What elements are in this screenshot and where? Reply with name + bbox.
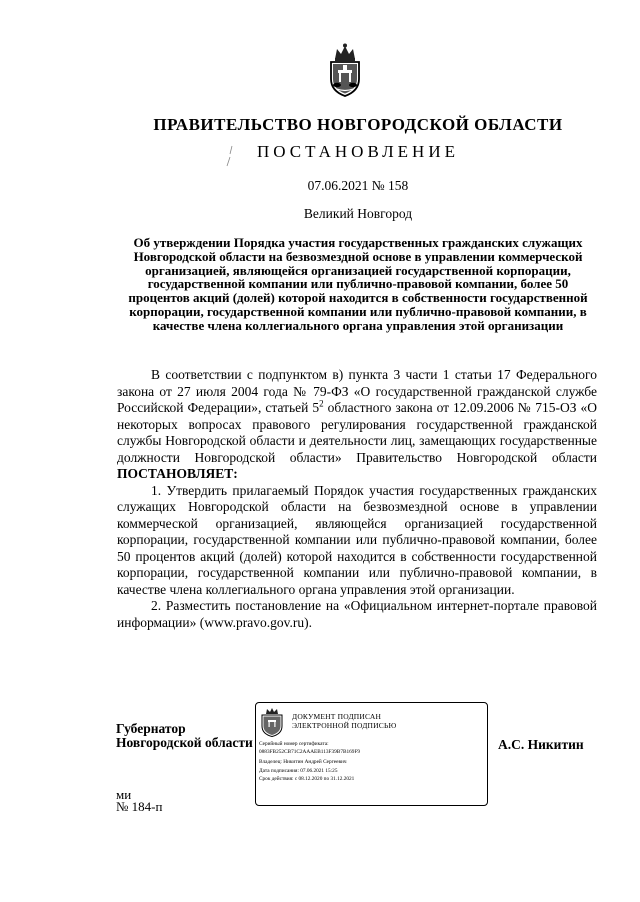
stamp-title-line-2: ЭЛЕКТРОННОЙ ПОДПИСЬЮ — [292, 721, 397, 730]
registration-number: № 184-п — [116, 799, 163, 814]
certificate-validity: Срок действия: с 08.12.2020 по 31.12.2021 — [259, 776, 355, 782]
preamble-paragraph — [117, 367, 597, 483]
item-2: 2. Разместить постановление на «Официальном интернет-портале правовой информации» (www.pravo.gov.ru). — [117, 598, 597, 630]
item-1: 1. Утвердить прилагаемый Порядок участия государственных гражданских служащих Новгородской области на безвозмездной основе в управлении коммерческой организацией, являющейся организацией государственной корпорации, государственной компании или публично-правовой компании, более 50 процентов акций (долей) которой находится в собственности государственной корпорации, государственной компании или публично-правовой компании, в качестве члена коллегиального органа управления этой организации. — [117, 482, 597, 597]
preamble-text: В соответствии с подпунктом в) пункта 3 части 1 статьи 17 Федерального закона от 27 июля 2004 года № 79-ФЗ «О государственной гражданской службе Российской Федерации», статьей 5 — [117, 367, 597, 415]
document-footer — [116, 789, 162, 813]
novgorod-coat-of-arms-icon — [327, 43, 363, 97]
document-type: ПОСТАНОВЛЕНИЕ — [256, 142, 459, 161]
government-name: ПРАВИТЕЛЬСТВО НОВГОРОДСКОЙ ОБЛАСТИ — [153, 115, 563, 134]
article-superscript: 2 — [319, 398, 324, 409]
document-body — [117, 367, 597, 631]
date-number: 07.06.2021 № 158 — [307, 178, 409, 193]
executor-initials: ми — [116, 787, 132, 802]
margin-mark — [224, 145, 236, 167]
signing-date: Дата подписания: 07.06.2021 15:25 — [259, 768, 338, 774]
document-subject: Об утверждении Порядка участия государственных гражданских служащих Новгородской области на безвозмездной основе в управлении коммерческой организацией, являющейся организацией государственной корпорации, государственной компании или публично-правовой компании, более 50 процентов акций (долей) которой находится в собственности государственной корпорации, государственной компании или публично-правовой компании, в качестве члена коллегиального органа управления этой организации — [128, 235, 588, 333]
position-line-1: Губернатор — [116, 721, 186, 736]
novgorod-emblem-icon — [260, 707, 284, 737]
city: Великий Новгород — [303, 206, 413, 221]
certificate-owner: Владелец: Никитин Андрей Сергеевич — [259, 759, 347, 765]
certificate-serial-value: 0883FB252CB71C2AAAEB113F39B7B169F9 — [259, 749, 361, 755]
preamble-continuation: областного закона от 12.09.2006 № 715-ОЗ «О некоторых вопросах правового регулирования государственной гражданской службы Новгородской области и деятельности лиц, замещающих государственные должности Новгородской области» Правительство Новгородской области — [117, 400, 597, 465]
stamp-title-line-1: ДОКУМЕНТ ПОДПИСАН — [292, 712, 382, 721]
signatory-name: А.С. Никитин — [498, 737, 584, 752]
signatory-position — [116, 722, 253, 750]
electronic-signature-stamp — [255, 702, 488, 806]
position-line-2: Новгородской области — [116, 735, 253, 750]
certificate-serial-label: Серийный номер сертификата: — [259, 741, 329, 747]
decree-word: ПОСТАНОВЛЯЕТ: — [117, 466, 238, 481]
stamp-title — [292, 712, 482, 730]
